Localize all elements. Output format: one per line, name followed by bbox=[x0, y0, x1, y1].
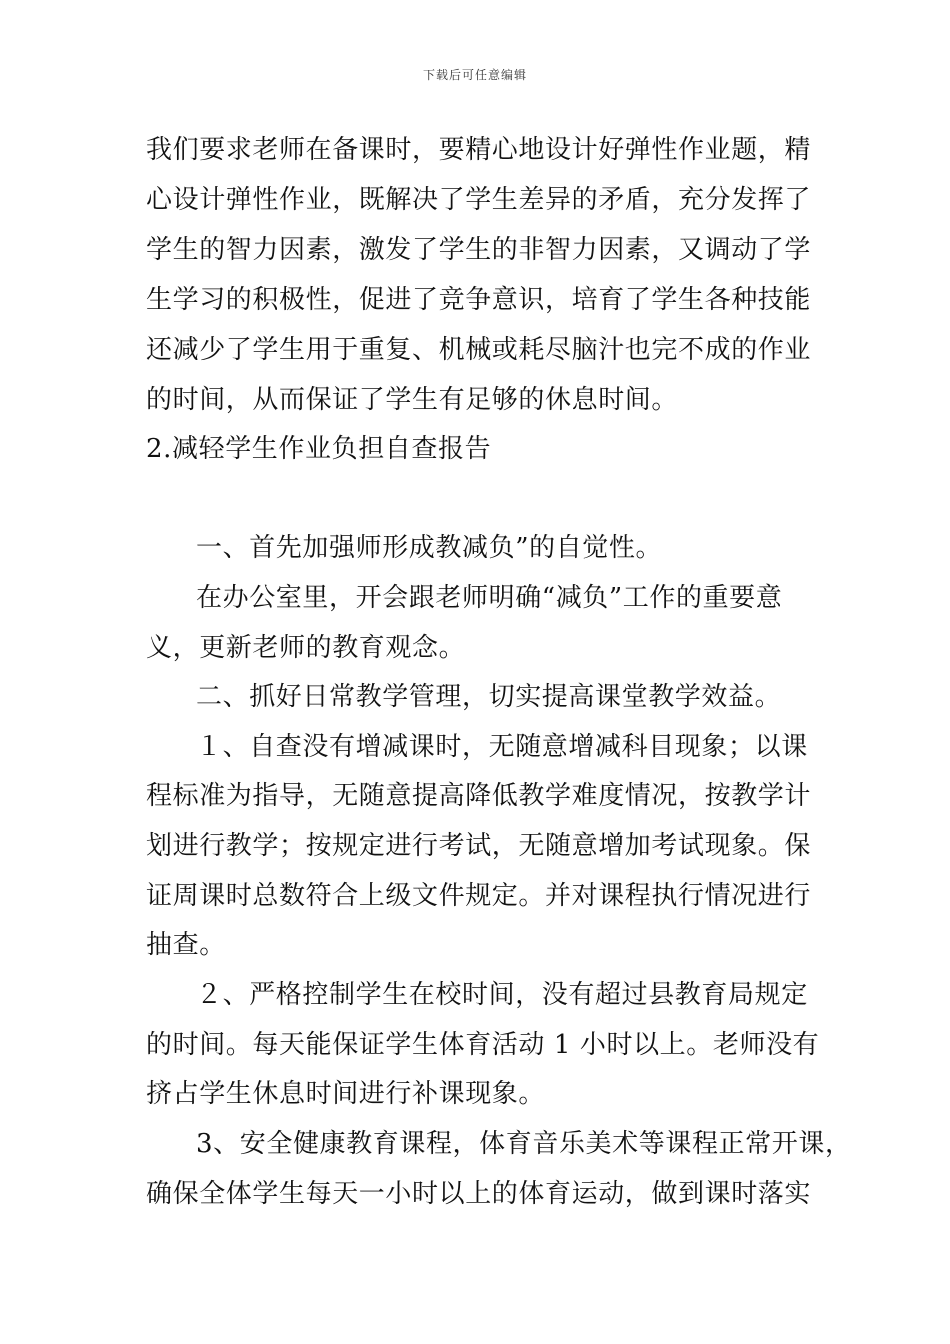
paragraph-line: 心设计弹性作业，既解决了学生差异的矛盾，充分发挥了 bbox=[146, 185, 812, 215]
paragraph-line: 生学习的积极性，促进了竞争意识，培育了学生各种技能 bbox=[146, 285, 812, 315]
paragraph-line: 一、首先加强师形成教减负”的自觉性。 bbox=[196, 533, 663, 563]
paragraph-line: 义，更新老师的教育观念。 bbox=[146, 633, 466, 663]
paragraph-line: 的时间。每天能保证学生体育活动 1 小时以上。老师没有 bbox=[146, 1030, 820, 1060]
paragraph-line: 证周课时总数符合上级文件规定。并对课程执行情况进行 bbox=[146, 881, 812, 911]
paragraph-line: 还减少了学生用于重复、机械或耗尽脑汁也完不成的作业 bbox=[146, 335, 812, 365]
paragraph-line: ２、严格控制学生在校时间，没有超过县教育局规定 bbox=[196, 980, 808, 1010]
paragraph-line: 3、安全健康教育课程，体育音乐美术等课程正常开课， bbox=[196, 1129, 852, 1159]
paragraph-line: 确保全体学生每天一小时以上的体育运动，做到课时落实 bbox=[146, 1179, 812, 1209]
paragraph-line: 我们要求老师在备课时，要精心地设计好弹性作业题，精 bbox=[146, 135, 812, 165]
paragraph-line: 二、抓好日常教学管理，切实提高课堂教学效益。 bbox=[196, 682, 782, 712]
paragraph-line: １、自查没有增减课时，无随意增减科目现象；以课 bbox=[196, 732, 808, 762]
paragraph-line: 划进行教学；按规定进行考试，无随意增加考试现象。保 bbox=[146, 831, 812, 861]
paragraph-line: 学生的智力因素，激发了学生的非智力因素，又调动了学 bbox=[146, 235, 812, 265]
paragraph-line: 抽查。 bbox=[146, 930, 226, 960]
section-heading: 2.减轻学生作业负担自查报告 bbox=[146, 434, 492, 464]
paragraph-line: 的时间，从而保证了学生有足够的休息时间。 bbox=[146, 385, 679, 415]
paragraph-line: 程标准为指导，无随意提高降低教学难度情况，按教学计 bbox=[146, 781, 812, 811]
paragraph-line: 挤占学生休息时间进行补课现象。 bbox=[146, 1079, 546, 1109]
paragraph-line: 在办公室里，开会跟老师明确“减负”工作的重要意 bbox=[196, 583, 783, 613]
page-header: 下载后可任意编辑 bbox=[422, 68, 527, 82]
